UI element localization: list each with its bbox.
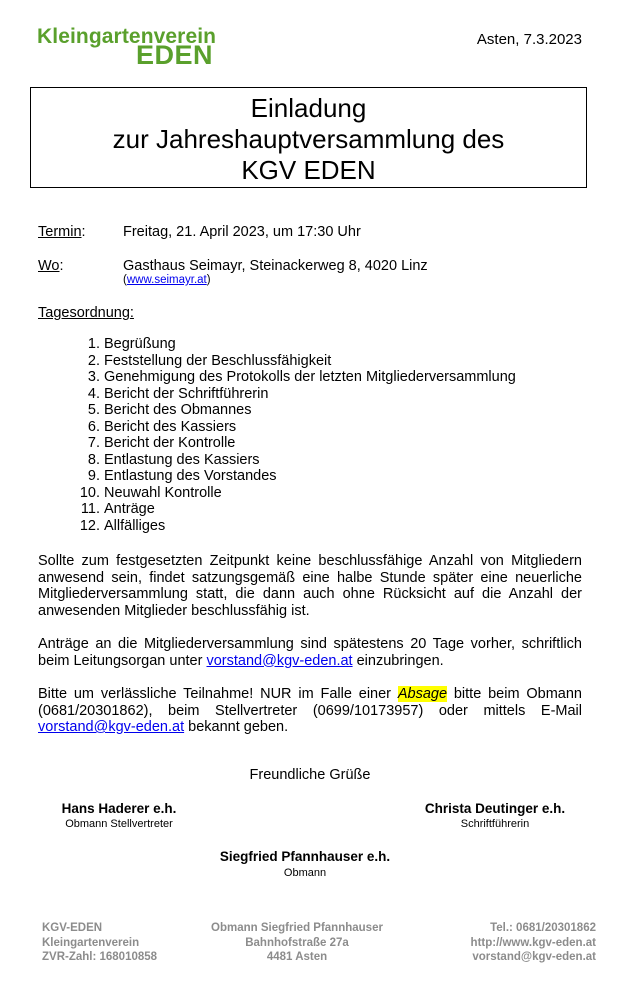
footer-left (42, 921, 157, 965)
title-line-2: zur Jahreshauptversammlung des (112, 124, 505, 154)
wo-value: Gasthaus Seimayr, Steinackerweg 8, 4020 Linz (123, 258, 428, 274)
email-link-attendance[interactable]: vorstand@kgv-eden.at (38, 719, 185, 735)
agenda-item: 6. Bericht des Kassiers (104, 419, 516, 436)
footer-line: Tel.: 0681/20301862 (490, 922, 596, 934)
motions-text-before: Anträge an die Mitgliederversammlung sind spätestens 20 Tage vorher, schriftlich beim Leitungsorgan unter (38, 636, 582, 669)
wo-label-text: Wo (38, 258, 60, 274)
footer-line: KGV-EDEN (42, 922, 103, 934)
agenda-label-text: Tagesordnung (38, 305, 130, 321)
footer-line: Kleingartenverein (42, 936, 140, 949)
agenda-list (82, 336, 516, 534)
seimayr-link[interactable]: www.seimayr.at (126, 274, 207, 286)
wo-website (123, 274, 211, 286)
email-link-motions[interactable]: vorstand@kgv-eden.at (206, 652, 353, 669)
wo-label (38, 258, 64, 274)
footer-line: http://www.kgv-eden.at (470, 936, 596, 949)
agenda-item: 12. Allfälliges (104, 518, 516, 535)
agenda-colon: : (129, 305, 134, 321)
agenda-item: 5. Bericht des Obmannes (104, 402, 516, 419)
termin-label-text: Termin (38, 224, 82, 240)
footer-line: vorstand@kgv-eden.at (472, 951, 596, 963)
termin-value: Freitag, 21. April 2023, um 17:30 Uhr (123, 224, 361, 240)
agenda-item: 9. Entlastung des Vorstandes (104, 468, 516, 485)
signature-chairman (200, 849, 410, 879)
wo-paren-open: ( (123, 274, 127, 286)
footer-line: 4481 Asten (266, 951, 328, 963)
signature-name: Hans Haderer e.h. (61, 801, 177, 816)
attendance-text-before: Bitte um verlässliche Teilnahme! NUR im Falle einer (38, 686, 398, 702)
agenda-item: 10. Neuwahl Kontrolle (104, 485, 516, 502)
title-line-3: KGV EDEN (241, 155, 376, 185)
signature-role: Obmann Stellvertreter (65, 818, 173, 830)
agenda-item: 1. Begrüßung (104, 336, 516, 353)
motions-text-after: einzubringen. (352, 652, 444, 669)
signature-role: Schriftführerin (460, 818, 530, 830)
agenda-item: 3. Genehmigung des Protokolls der letzten Mitgliederversammlung (104, 369, 516, 386)
title-box (30, 87, 587, 188)
termin-colon: : (81, 224, 86, 240)
agenda-item: 2. Feststellung der Beschlussfähigkeit (104, 353, 516, 370)
greeting: Freundliche Grüße (249, 767, 371, 783)
signature-name: Siegfried Pfannhauser e.h. (219, 849, 391, 864)
footer-line: Bahnhofstraße 27a (245, 936, 349, 949)
paragraph-attendance (38, 686, 582, 736)
footer-line: Obmann Siegfried Pfannhauser (211, 922, 383, 934)
title-line-1: Einladung (250, 93, 367, 123)
agenda-item: 7. Bericht der Kontrolle (104, 435, 516, 452)
agenda-item: 8. Entlastung des Kassiers (104, 452, 516, 469)
paragraph-motions (38, 636, 582, 669)
logo-text-kleingartenverein: Kleingartenverein (37, 25, 217, 48)
logo-text-eden: EDEN (136, 40, 214, 70)
document-date: Asten, 7.3.2023 (476, 31, 582, 48)
signature-secretary (405, 801, 585, 830)
wo-colon: : (59, 258, 64, 274)
agenda-label (38, 305, 134, 321)
wo-paren-close: ) (206, 274, 211, 286)
termin-label (38, 224, 86, 240)
agenda-item: 11. Anträge (104, 501, 516, 518)
footer-center (197, 921, 397, 965)
signature-role: Obmann (283, 867, 327, 879)
signature-name: Christa Deutinger e.h. (424, 801, 566, 816)
signature-deputy (30, 801, 208, 830)
attendance-text-middle: bitte beim Obmann (0681/20301862), beim Stellvertreter (0699/10173957) oder mittels E-Mail (38, 686, 582, 719)
absage-highlight: Absage (397, 686, 448, 702)
agenda-item: 4. Bericht der Schriftführerin (104, 386, 516, 403)
attendance-text-after: bekannt geben. (184, 719, 289, 735)
footer-line: ZVR-Zahl: 168010858 (42, 951, 158, 963)
footer-right (471, 921, 596, 965)
paragraph-quorum: Sollte zum festgesetzten Zeitpunkt keine beschlussfähige Anzahl von Mitgliedern anwesend sein, findet satzungsgemäß eine halbe Stunde später eine neuerliche Mitgliederversammlung statt, die dann auch ohne Rücksicht auf die Anzahl der anwesenden Mitglieder beschlussfähig ist. (38, 553, 582, 619)
